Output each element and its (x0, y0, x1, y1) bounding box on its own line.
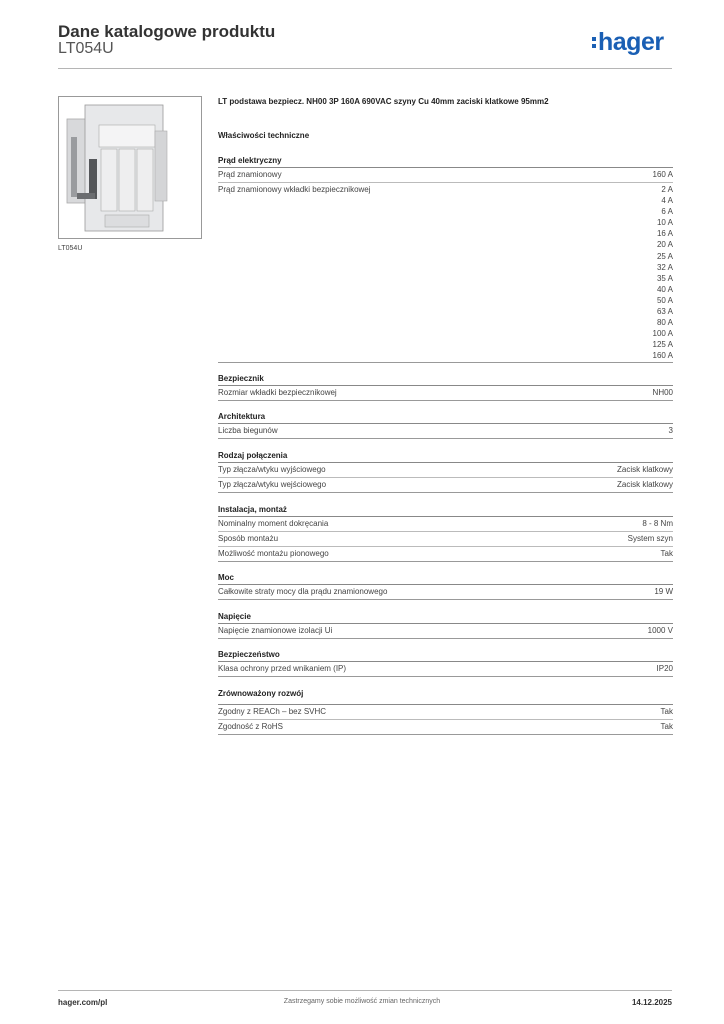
fuse-rating-value: 80 A (656, 318, 673, 328)
section-architecture (218, 410, 673, 439)
logo-dots-icon (592, 37, 596, 48)
property-label: Liczba biegunów (218, 426, 278, 435)
property-row (218, 463, 673, 478)
fuse-rating-value: 160 A (652, 351, 673, 361)
properties-title: Właściwości techniczne (218, 131, 310, 140)
property-row (218, 662, 673, 677)
fuse-rating-value: 50 A (656, 295, 673, 305)
footer-date: 14.12.2025 (631, 998, 672, 1007)
property-row (218, 386, 673, 401)
property-row (218, 585, 673, 600)
image-caption: LT054U (58, 245, 83, 252)
section-head: Moc (218, 571, 673, 585)
fuse-rating-value: 125 A (652, 340, 673, 350)
section-head: Rodzaj połączenia (218, 449, 673, 463)
property-value: IP20 (656, 664, 673, 673)
property-label: Zgodność z RoHS (218, 722, 283, 731)
section-head: Zrównoważony rozwój (218, 687, 673, 705)
property-value: NH00 (652, 388, 673, 397)
hager-logo (592, 30, 664, 55)
section-head: Napięcie (218, 610, 673, 624)
property-row (218, 478, 673, 493)
fuse-rating-value: 32 A (656, 262, 673, 272)
footer-divider (58, 990, 672, 991)
fuse-rating-value: 35 A (656, 273, 673, 283)
property-label: Typ złącza/wtyku wejściowego (218, 480, 327, 489)
property-label: Nominalny moment dokręcania (218, 519, 329, 528)
fuse-rating-value: 63 A (656, 307, 673, 317)
property-row (218, 547, 673, 562)
property-row (218, 532, 673, 547)
section-current (218, 154, 673, 363)
property-label: Sposób montażu (218, 534, 279, 543)
property-value: Zacisk klatkowy (616, 465, 673, 474)
property-label: Możliwość montażu pionowego (218, 549, 329, 558)
fuse-rating-values (653, 184, 673, 362)
section-head: Architektura (218, 410, 673, 424)
section-connection (218, 449, 673, 493)
product-code: LT054U (58, 40, 114, 57)
property-row (218, 183, 673, 363)
section-fuse (218, 372, 673, 401)
fuse-rating-value: 25 A (656, 251, 673, 261)
property-label: Napięcie znamionowe izolacji Ui (218, 626, 333, 635)
property-label: Całkowite straty mocy dla prądu znamionowego (218, 587, 388, 596)
footer-website-link[interactable]: hager.com/pl (58, 998, 108, 1007)
property-row (218, 705, 673, 720)
page-title: Dane katalogowe produktu (58, 22, 276, 41)
section-power (218, 571, 673, 600)
property-value: 19 W (654, 587, 673, 596)
fuse-rating-value: 100 A (652, 329, 673, 339)
section-head: Prąd elektryczny (218, 154, 673, 168)
section-head: Instalacja, montaż (218, 503, 673, 517)
property-row (218, 517, 673, 532)
footer-disclaimer: Zastrzegamy sobie możliwość zmian technicznych (283, 998, 441, 1005)
fuse-rating-value: 40 A (656, 284, 673, 294)
fuse-rating-value: 2 A (661, 185, 673, 194)
property-value: Tak (660, 722, 673, 731)
property-label: Zgodny z REACh – bez SVHC (218, 707, 327, 716)
property-value: Tak (660, 549, 673, 558)
property-value: Tak (660, 707, 673, 716)
property-label: Prąd znamionowy (218, 170, 282, 179)
fuse-rating-value: 16 A (656, 229, 673, 239)
fuse-rating-value: 6 A (661, 207, 673, 217)
header-divider (58, 68, 672, 69)
property-row (218, 168, 673, 183)
product-image (58, 96, 202, 239)
property-value: System szyn (627, 534, 673, 543)
property-value: 8 - 8 Nm (642, 519, 673, 528)
section-safety (218, 648, 673, 677)
section-head: Bezpieczeństwo (218, 648, 673, 662)
section-sustainability (218, 687, 673, 735)
property-value: 160 A (652, 170, 673, 179)
property-value: Zacisk klatkowy (616, 480, 673, 489)
property-row (218, 424, 673, 439)
product-title: LT podstawa bezpiecz. NH00 3P 160A 690VAC szyny Cu 40mm zaciski klatkowe 95mm2 (218, 97, 549, 106)
property-row (218, 624, 673, 639)
property-row (218, 720, 673, 735)
property-value: 1000 V (647, 626, 673, 635)
section-head: Bezpiecznik (218, 372, 673, 386)
section-installation (218, 503, 673, 562)
fuse-base-illustration (59, 97, 201, 238)
fuse-rating-value: 10 A (656, 218, 673, 228)
property-label: Rozmiar wkładki bezpiecznikowej (218, 388, 337, 397)
property-label: Klasa ochrony przed wnikaniem (IP) (218, 664, 347, 673)
fuse-rating-value: 4 A (661, 196, 673, 206)
property-label: Typ złącza/wtyku wyjściowego (218, 465, 326, 474)
logo-text: hager (598, 28, 664, 56)
property-label: Prąd znamionowy wkładki bezpiecznikowej (218, 185, 371, 194)
section-voltage (218, 610, 673, 639)
fuse-rating-value: 20 A (656, 240, 673, 250)
property-value: 3 (668, 426, 673, 435)
